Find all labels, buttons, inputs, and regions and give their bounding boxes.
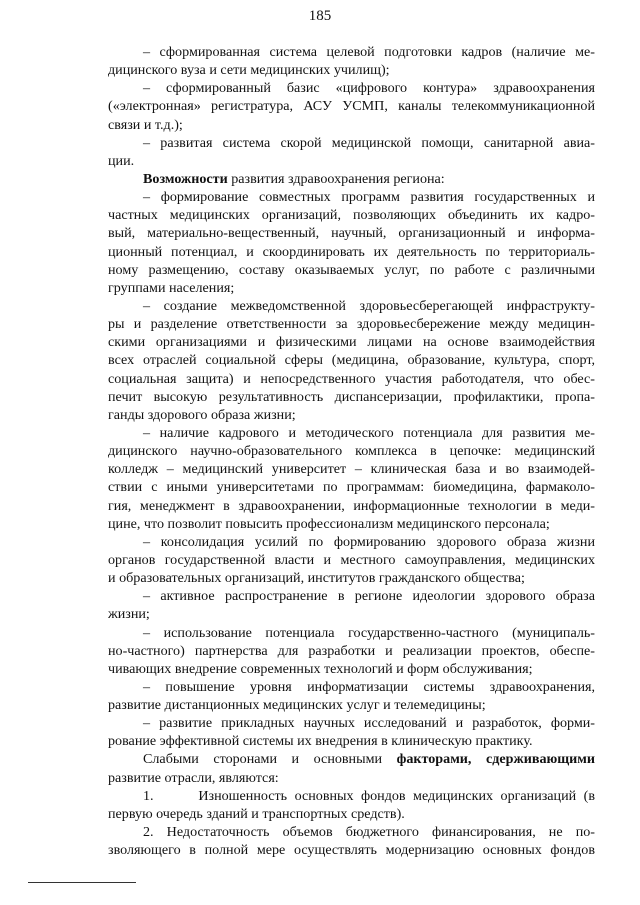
text-line: ции.: [108, 152, 135, 169]
item-number: 1.: [143, 787, 154, 804]
text-line: частных медицинских организаций, позволяющих объединить их кадро-: [108, 207, 595, 224]
text-line: печит высокую результативность диспансеризации, профилактики, пропа-: [108, 388, 595, 405]
factors-heading-lead: Слабыми сторонами и основными: [143, 751, 397, 768]
body-text: [108, 43, 595, 859]
text-line: ры и разделение ответственности за здоровьесбережение между медицин-: [108, 316, 595, 333]
text-line: рование эффективной системы их внедрения в клиническую практику.: [108, 733, 533, 750]
text-line: – формирование совместных программ развития государственных и: [143, 189, 595, 206]
text-line: развитие отрасли, являются:: [108, 769, 279, 786]
text-line: но-частного) партнерства для разработки и реализации проектов, обеспе-: [108, 642, 595, 659]
text-line: («электронная» регистратура, АСУ УСМП, каналы телекоммуникационной: [108, 98, 595, 115]
text-line: колледж – медицинский университет – клиническая база и во взаимодей-: [108, 461, 595, 478]
text-line: гия, менеджмент в здравоохранении, информационные технологии в меди-: [108, 497, 595, 514]
text-line: – развитая система скорой медицинской помощи, санитарной авиа-: [143, 134, 595, 151]
text-line: – сформированный базис «цифрового контура» здравоохранения: [143, 80, 595, 97]
text-line: – активное распространение в регионе идеологии здорового образа: [143, 588, 595, 605]
text-line: первую очередь зданий и транспортных средств).: [108, 805, 405, 822]
section-heading-bold: Возможности: [143, 170, 228, 187]
text-line: скими организациями и физическими лицами на основе взаимодействия: [108, 334, 595, 351]
text-line: ционный потенциал, и скоординировать их деятельность по территориаль-: [108, 243, 595, 260]
text-line: жизни;: [108, 606, 150, 623]
text-line: ганды здорового образа жизни;: [108, 406, 296, 423]
footnote-rule: [28, 882, 136, 883]
text-line: цине, что позволит повысить профессионализм медицинского персонала;: [108, 515, 550, 532]
text-line: ствии с иными университетами по программам: биомедицина, фармаколо-: [108, 479, 595, 496]
text-line: 2. Недостаточность объемов бюджетного финансирования, не по-: [143, 824, 595, 841]
text-line: дицинского вуза и сети медицинских училищ);: [108, 62, 390, 79]
text-line: развитие дистанционных медицинских услуг и телемедицины;: [108, 697, 486, 714]
text-line: всех отраслей социальной сферы (медицина, образование, культура, спорт,: [108, 352, 595, 369]
text-line: – создание межведомственной здоровьесберегающей инфраструкту-: [143, 297, 595, 314]
text-line: дицинского научно-образовательного комплекса в цепочке: медицинский: [108, 443, 595, 460]
item-text: Изношенность основных фондов медицинских организаций (в: [198, 787, 595, 804]
text-line: социальная защита) и непосредственного участия работодателя, что обес-: [108, 370, 595, 387]
text-line: группами населения;: [108, 279, 235, 296]
text-line: – развитие прикладных научных исследований и разработок, форми-: [143, 715, 595, 732]
text-line: – сформированная система целевой подготовки кадров (наличие ме-: [143, 44, 595, 60]
section-heading-rest: развития здравоохранения региона:: [227, 170, 445, 187]
text-line: – консолидация усилий по формированию здорового образа жизни: [143, 533, 595, 550]
text-line: вый, материально-вещественный, научный, организационный и информа-: [108, 225, 595, 242]
text-line: – повышение уровня информатизации системы здравоохранения,: [143, 678, 595, 695]
factors-heading-line: [108, 750, 595, 768]
page-number: 185: [308, 8, 332, 24]
text-line: зволяющего в полной мере осуществлять модернизацию основных фондов: [108, 842, 595, 859]
text-line: чивающих внедрение современных технологий и форм обслуживания;: [108, 660, 533, 677]
text-line: органов государственной власти и местного самоуправления, медицинских: [108, 551, 595, 568]
text-line: – наличие кадрового и методического потенциала для развития ме-: [143, 424, 595, 441]
numbered-item-line: [108, 787, 595, 805]
text-line: и образовательных организаций, институтов гражданского общества;: [108, 570, 525, 587]
section-heading-line: [108, 170, 595, 188]
text-line: – использование потенциала государственно-частного (муниципаль-: [143, 624, 595, 641]
text-line: ному размещению, составу оказываемых услуг, по работе с различными: [108, 261, 595, 278]
factors-heading-bold: факторами, сдерживающими: [396, 751, 595, 768]
text-line: связи и т.д.);: [108, 116, 183, 133]
